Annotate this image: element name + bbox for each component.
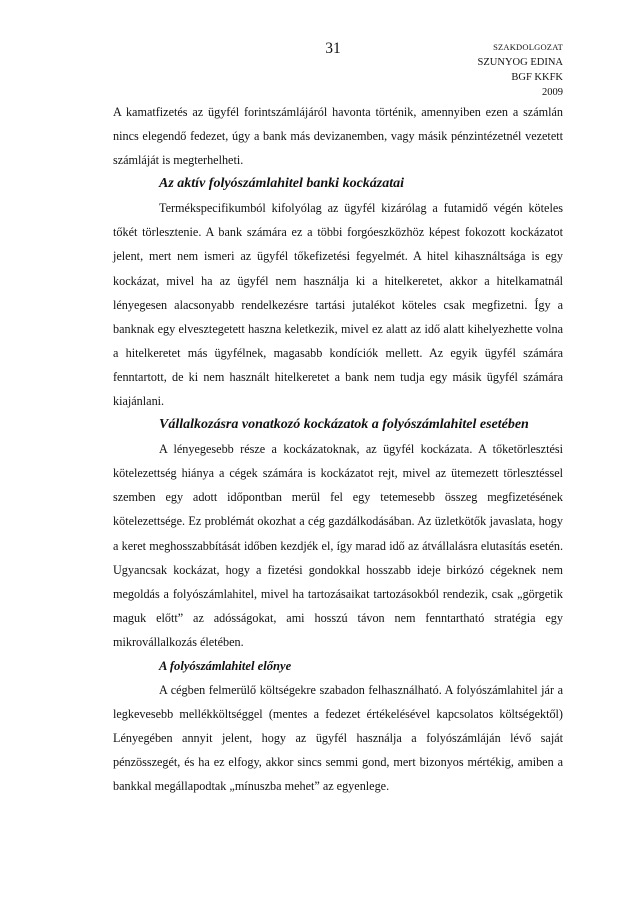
heading-business-risks: Vállalkozásra vonatkozó kockázatok a folyószámlahitel esetében <box>159 417 529 433</box>
header-school: BGF KKFK <box>511 72 563 83</box>
heading-advantage: A folyószámlahitel előnye <box>159 658 292 673</box>
paragraph-advantage: A cégben felmerülő költségekre szabadon felhasználható. A folyószámlahitel jár a legkevesebb mellékköltséggel (mentes a fedezet értékelésével kapcsolatos költségektől) Lényegében annyit jelent, hogy az ügyfél használja a folyószámláján lévő saját pénzösszegét, és ha ez elfogy, akkor sincs semmi gond, mert bizonyos mértékig, amiben a bankkal megállapodtak „mínuszba mehet” az egyenlege. <box>113 682 563 794</box>
page-number: 31 <box>325 40 341 57</box>
paragraph-business-risks: A lényegesebb része a kockázatoknak, az ügyfél kockázata. A tőketörlesztési kötelezettség hiánya a cégek számára is kockázatot rejt, mivel az ütemezett törlesztéssel szemben egy adott időpontban merül fel egy tetemesebb összeg megfizetésének kötelezettsége. Ez problémát okozhat a cég gazdálkodásában. Az üzletkötők javaslata, hogy a keret meghosszabbítását időben kezdjék el, így marad idő az átvállalásra elutasítás esetén. Ugyancsak kockázat, hogy a fizetési gondokkal hosszabb ideje birkózó cégeknek nem megoldás a folyószámlahitel, mivel ha tartozásaikat tartozásokból rendezik, csak „görgetik maguk előtt” az adósságokat, ami hosszú távon nem fenntartható stratégia egy mikrovállalkozás életében. <box>113 442 563 649</box>
page-body <box>113 100 563 798</box>
header-label: SZAKDOLGOZAT <box>493 42 563 52</box>
heading-bank-risks: Az aktív folyószámlahitel banki kockázatai <box>159 176 405 192</box>
paragraph-bank-risks: Termékspecifikumból kifolyólag az ügyfél kizárólag a futamidő végén köteles tőkét törlesztenie. A bank számára ez a többi forgóeszközhöz képest fokozott kockázatot jelent, mert nem ismeri az ügyfél tőkefizetési fegyelmét. A hitel kihasználtsága is egy kockázat, mivel ha az ügyfél nem használja ki a hitelkeretet, akkor a hitelkamatnál lényegesen alacsonyabb rendelkezésre tartási jutalékot köteles csak megfizetni. Így a banknak egy elvesztegetett haszna keletkezik, mivel ez alatt az idő alatt kihelyezhette volna a hitelkeretet más ügyfélnek, magasabb kondíciók mellett. Az egyik ügyfél számára fenntartott, de ki nem használt hitelkeretet a bank nem tudja egy másik ügyfél számára kiajánlani. <box>113 201 563 409</box>
running-header <box>478 40 563 100</box>
header-year: 2009 <box>542 87 563 98</box>
header-author: SZUNYOG EDINA <box>477 57 563 68</box>
paragraph-interest-payment: A kamatfizetés az ügyfél forintszámlájáról havonta történik, amennyiben ezen a számlán nincs elegendő fedezet, úgy a bank más devizanemben, vagy másik pénzintézetnél vezetett számláját is megterhelheti. <box>113 105 563 168</box>
